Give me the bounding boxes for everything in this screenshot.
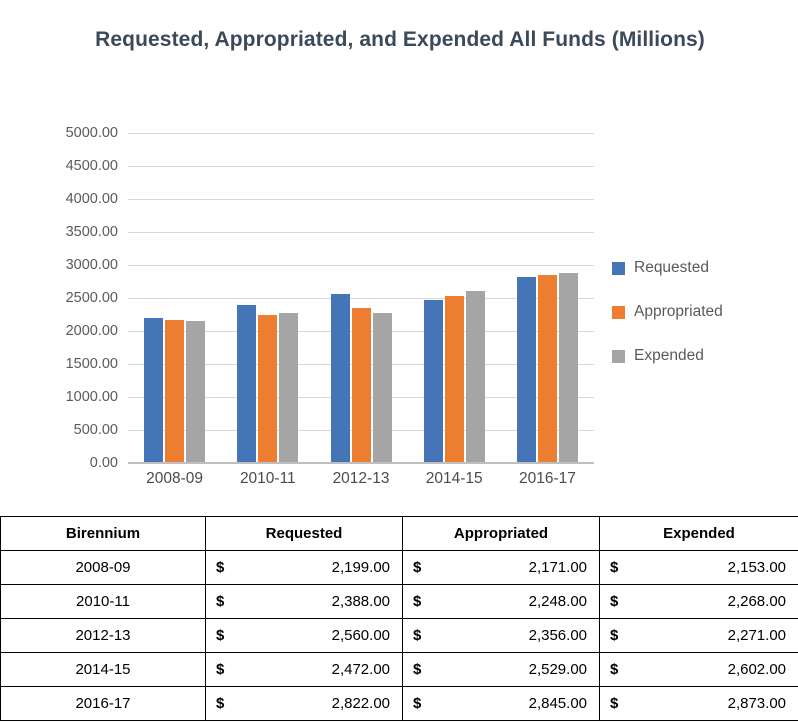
money-value-wrapper [403, 661, 599, 678]
column-header-appropriated: Appropriated [403, 517, 600, 551]
cell-appropriated [403, 551, 600, 585]
x-axis-tick-labels [128, 470, 594, 488]
cell-appropriated [403, 653, 600, 687]
money-amount: 2,822.00 [331, 695, 390, 712]
cell-birennium: 2016-17 [1, 687, 206, 721]
money-amount: 2,602.00 [727, 661, 786, 678]
bar-group [221, 133, 314, 463]
legend-swatch-icon [612, 306, 625, 319]
money-value-wrapper [600, 559, 798, 576]
money-value-wrapper [403, 593, 599, 610]
money-value-wrapper [600, 593, 798, 610]
cell-appropriated [403, 585, 600, 619]
cell-birennium: 2012-13 [1, 619, 206, 653]
currency-symbol: $ [216, 593, 225, 610]
currency-symbol: $ [610, 593, 619, 610]
y-axis-tick-label: 0.00 [89, 455, 118, 471]
table-row [1, 687, 798, 721]
legend-swatch-icon [612, 350, 625, 363]
money-value-wrapper [206, 661, 402, 678]
chart-bars [128, 133, 594, 463]
data-table [0, 516, 798, 721]
x-axis-tick-label: 2012-13 [332, 470, 390, 487]
currency-symbol: $ [610, 661, 619, 678]
currency-symbol: $ [216, 661, 225, 678]
money-value-wrapper [206, 593, 402, 610]
currency-symbol: $ [413, 627, 422, 644]
cell-birennium: 2014-15 [1, 653, 206, 687]
legend-swatch-icon [612, 262, 625, 275]
x-axis-tick-label: 2014-15 [425, 470, 483, 487]
money-amount: 2,529.00 [528, 661, 587, 678]
y-axis-tick-label: 2500.00 [65, 290, 118, 306]
chart-legend [612, 246, 792, 378]
cell-expended [600, 687, 798, 721]
bar-appropriated-2016-17 [538, 275, 557, 463]
y-axis-tick-label: 5000.00 [65, 125, 118, 141]
legend-item-requested [612, 246, 792, 290]
money-value-wrapper [403, 695, 599, 712]
cell-requested [206, 619, 403, 653]
currency-symbol: $ [413, 559, 422, 576]
bar-group [128, 133, 221, 463]
cell-birennium: 2010-11 [1, 585, 206, 619]
money-value-wrapper [600, 695, 798, 712]
y-axis-tick-label: 4500.00 [65, 158, 118, 174]
legend-label: Appropriated [634, 303, 723, 320]
legend-label: Expended [634, 347, 704, 364]
money-amount: 2,560.00 [331, 627, 390, 644]
bar-expended-2012-13 [373, 313, 392, 463]
currency-symbol: $ [216, 695, 225, 712]
currency-symbol: $ [216, 559, 225, 576]
bar-requested-2014-15 [424, 300, 443, 463]
money-amount: 2,271.00 [727, 627, 786, 644]
y-axis-tick-label: 4000.00 [65, 191, 118, 207]
y-axis-tick-label: 500.00 [73, 422, 118, 438]
bar-requested-2010-11 [237, 305, 256, 463]
y-axis-tick-label: 3500.00 [65, 224, 118, 240]
cell-expended [600, 619, 798, 653]
cell-requested [206, 551, 403, 585]
column-header-birennium: Birennium [1, 517, 206, 551]
legend-label: Requested [634, 259, 709, 276]
bar-appropriated-2010-11 [258, 315, 277, 463]
table-header [1, 517, 798, 551]
cell-expended [600, 653, 798, 687]
x-axis-tick-label: 2010-11 [239, 470, 296, 487]
bar-expended-2014-15 [466, 291, 485, 463]
money-value-wrapper [403, 627, 599, 644]
data-table-block [0, 516, 798, 721]
table-row [1, 653, 798, 687]
cell-appropriated [403, 687, 600, 721]
bar-appropriated-2008-09 [165, 320, 184, 463]
cell-expended [600, 585, 798, 619]
currency-symbol: $ [610, 695, 619, 712]
column-header-requested: Requested [206, 517, 403, 551]
money-value-wrapper [600, 661, 798, 678]
x-axis-line [128, 462, 594, 463]
bar-appropriated-2014-15 [445, 296, 464, 463]
table-row [1, 619, 798, 653]
table-row [1, 585, 798, 619]
table-header-row [1, 517, 798, 551]
table-body [1, 551, 798, 721]
y-axis-tick-label: 2000.00 [65, 323, 118, 339]
cell-requested [206, 653, 403, 687]
money-amount: 2,153.00 [727, 559, 786, 576]
bar-expended-2016-17 [559, 273, 578, 463]
currency-symbol: $ [413, 695, 422, 712]
legend-item-expended [612, 334, 792, 378]
money-amount: 2,199.00 [331, 559, 390, 576]
bar-group [501, 133, 594, 463]
bar-group [314, 133, 407, 463]
y-axis-tick-labels [22, 125, 118, 471]
money-amount: 2,248.00 [528, 593, 587, 610]
currency-symbol: $ [413, 593, 422, 610]
money-value-wrapper [206, 695, 402, 712]
bar-requested-2016-17 [517, 277, 536, 463]
currency-symbol: $ [216, 627, 225, 644]
table-row [1, 551, 798, 585]
cell-requested [206, 687, 403, 721]
y-axis-tick-label: 1500.00 [65, 356, 118, 372]
money-amount: 2,472.00 [331, 661, 390, 678]
money-value-wrapper [600, 627, 798, 644]
bar-requested-2012-13 [331, 294, 350, 463]
currency-symbol: $ [413, 661, 422, 678]
money-value-wrapper [206, 559, 402, 576]
currency-symbol: $ [610, 627, 619, 644]
x-axis-tick-label: 2008-09 [146, 470, 204, 487]
gridline [128, 463, 594, 464]
money-amount: 2,171.00 [528, 559, 587, 576]
money-value-wrapper [206, 627, 402, 644]
cell-requested [206, 585, 403, 619]
y-axis-tick-label: 1000.00 [65, 389, 118, 405]
money-value-wrapper [403, 559, 599, 576]
x-axis-tick-label: 2016-17 [518, 470, 576, 487]
bar-appropriated-2012-13 [352, 308, 371, 463]
money-amount: 2,356.00 [528, 627, 587, 644]
bar-expended-2010-11 [279, 313, 298, 463]
bar-requested-2008-09 [144, 318, 163, 463]
money-amount: 2,845.00 [528, 695, 587, 712]
bar-expended-2008-09 [186, 321, 205, 463]
cell-expended [600, 551, 798, 585]
chart-title: Requested, Appropriated, and Expended All Funds (Millions) [95, 28, 705, 51]
y-axis-tick-label: 3000.00 [65, 257, 118, 273]
bar-group [408, 133, 501, 463]
column-header-expended: Expended [600, 517, 798, 551]
money-amount: 2,873.00 [727, 695, 786, 712]
money-amount: 2,388.00 [331, 593, 390, 610]
money-amount: 2,268.00 [727, 593, 786, 610]
legend-item-appropriated [612, 290, 792, 334]
cell-birennium: 2008-09 [1, 551, 206, 585]
cell-appropriated [403, 619, 600, 653]
currency-symbol: $ [610, 559, 619, 576]
